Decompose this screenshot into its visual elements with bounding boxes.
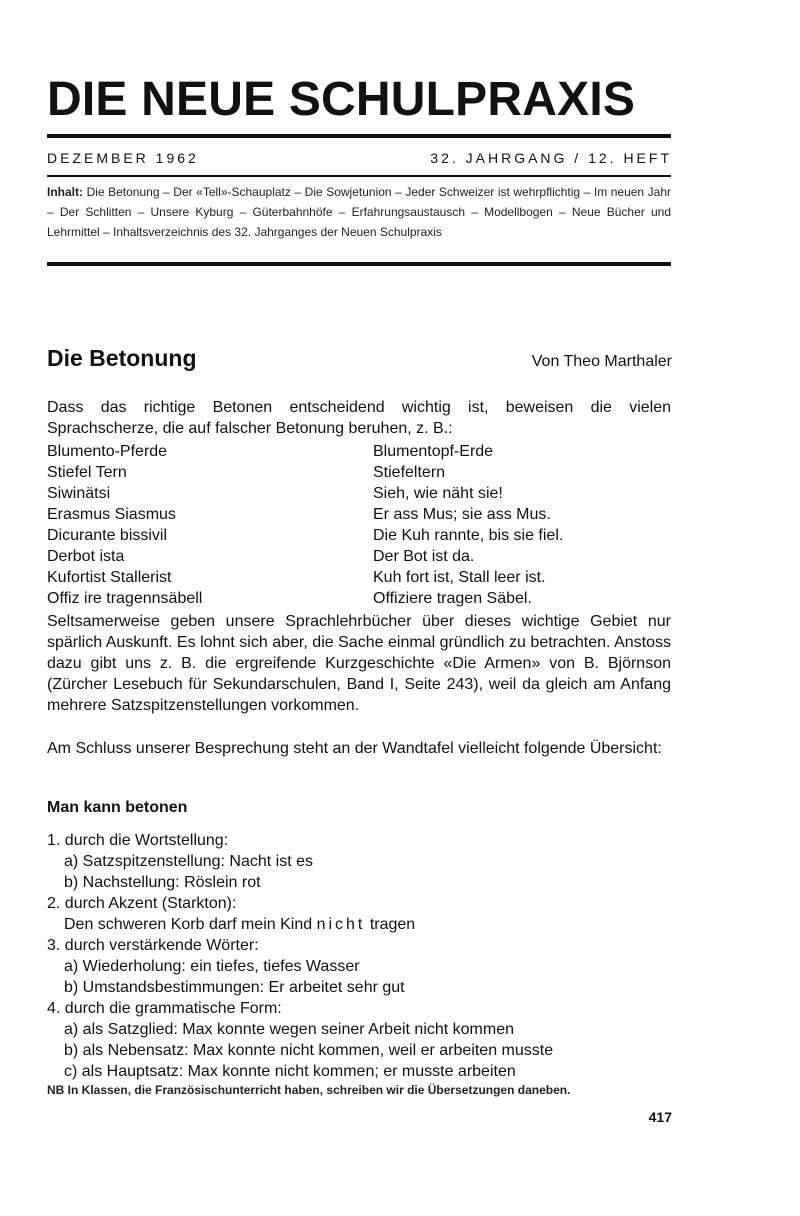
issue-volume: 32. JAHRGANG / 12. HEFT bbox=[430, 150, 672, 166]
list-item: 4. durch die grammatische Form: bbox=[47, 1000, 282, 1017]
wordplay-pairs bbox=[47, 441, 671, 609]
pair-right: Blumentopf-Erde bbox=[373, 443, 494, 460]
pair-left: Erasmus Siasmus bbox=[47, 506, 176, 523]
list-item: c) als Hauptsatz: Max konnte nicht kommen; er musste arbeiten bbox=[64, 1063, 516, 1080]
list-item: b) Nachstellung: Röslein rot bbox=[64, 874, 261, 891]
pair-right: Der Bot ist da. bbox=[373, 548, 475, 565]
example-text: Den schweren Korb darf mein Kind bbox=[64, 916, 317, 933]
list-item: 2. durch Akzent (Starkton): bbox=[47, 895, 237, 912]
pair-right: Die Kuh rannte, bis sie fiel. bbox=[373, 527, 564, 544]
body-paragraph: Seltsamerweise geben unsere Sprachlehrbücher über dieses wichtige Gebiet nur spärlich Auskunft. Es lohnt sich aber, die Sache einmal gründlich zu betrachten. Anstoss dazu gibt uns z. B. die ergreifende Kurzgeschichte «Die Armen» von B. Björnson (Zürcher Lesebuch für Sekundarschulen, Band I, Seite 243), weil da gleich am Anfang mehrere Satzspitzenstellungen vorkommen. bbox=[47, 613, 671, 714]
list-item: a) Wiederholung: ein tiefes, tiefes Wasser bbox=[64, 958, 360, 975]
contents-label: Inhalt: bbox=[47, 185, 83, 199]
stressed-word: nicht bbox=[316, 916, 366, 933]
footnote: NB In Klassen, die Französischunterricht haben, schreiben wir die Übersetzungen daneben. bbox=[47, 1083, 571, 1097]
pair-row bbox=[47, 588, 671, 609]
emphasis-list bbox=[47, 830, 671, 1082]
issue-date: DEZEMBER 1962 bbox=[47, 150, 199, 166]
intro-paragraph: Dass das richtige Betonen entscheidend wichtig ist, beweisen die vielen Sprachscherze, die auf falscher Betonung beruhen, z. B.: bbox=[47, 399, 671, 437]
contents-text: Die Betonung – Der «Tell»-Schauplatz – Die Sowjetunion – Jeder Schweizer ist wehrpflichtig – Im neuen Jahr – Der Schlitten – Unsere Kyburg – Güterbahnhöfe – Erfahrungsaustausch – Modellbogen – Neue Bücher und Lehrmittel – Inhaltsverzeichnis des 32. Jahrganges der Neuen Schulpraxis bbox=[47, 185, 671, 239]
list-item bbox=[47, 914, 671, 935]
page-number: 417 bbox=[648, 1109, 672, 1125]
pair-right: Offiziere tragen Säbel. bbox=[373, 590, 532, 607]
list-item: 1. durch die Wortstellung: bbox=[47, 832, 229, 849]
list-item: a) als Satzglied: Max konnte wegen seiner Arbeit nicht kommen bbox=[64, 1021, 515, 1038]
pair-row bbox=[47, 483, 671, 504]
list-item: a) Satzspitzenstellung: Nacht ist es bbox=[64, 853, 314, 870]
pair-right: Stiefeltern bbox=[373, 464, 446, 481]
article-title: Die Betonung bbox=[47, 345, 197, 371]
pair-row bbox=[47, 504, 671, 525]
pair-left: Kufortist Stallerist bbox=[47, 569, 172, 586]
list-item: 3. durch verstärkende Wörter: bbox=[47, 937, 259, 954]
section-heading: Man kann betonen bbox=[47, 799, 188, 816]
pair-left: Blumento-Pferde bbox=[47, 443, 168, 460]
pair-row bbox=[47, 462, 671, 483]
pair-right: Er ass Mus; sie ass Mus. bbox=[373, 506, 551, 523]
masthead-title: DIE NEUE SCHULPRAXIS bbox=[47, 73, 636, 126]
contents-rule-top bbox=[47, 175, 671, 177]
contents-block bbox=[47, 182, 671, 242]
masthead-rule-top bbox=[47, 134, 671, 138]
contents-rule-bottom bbox=[47, 262, 671, 266]
pair-left: Dicurante bissivil bbox=[47, 527, 168, 544]
pair-left: Offiz ire tragennsäbell bbox=[47, 590, 203, 607]
pair-left: Siwinätsi bbox=[47, 485, 111, 502]
pair-right: Kuh fort ist, Stall leer ist. bbox=[373, 569, 546, 586]
pair-left: Stiefel Tern bbox=[47, 464, 127, 481]
pair-row bbox=[47, 525, 671, 546]
pair-left: Derbot ista bbox=[47, 548, 125, 565]
list-item: b) als Nebensatz: Max konnte nicht kommen, weil er arbeiten musste bbox=[64, 1042, 554, 1059]
list-item: b) Umstandsbestimmungen: Er arbeitet sehr gut bbox=[64, 979, 405, 996]
pair-row bbox=[47, 546, 671, 567]
example-text: tragen bbox=[365, 916, 416, 933]
pair-row bbox=[47, 441, 671, 462]
article-author: Von Theo Marthaler bbox=[531, 353, 672, 370]
pair-row bbox=[47, 567, 671, 588]
overview-paragraph: Am Schluss unserer Besprechung steht an der Wandtafel vielleicht folgende Übersicht: bbox=[47, 740, 662, 757]
pair-right: Sieh, wie näht sie! bbox=[373, 485, 503, 502]
